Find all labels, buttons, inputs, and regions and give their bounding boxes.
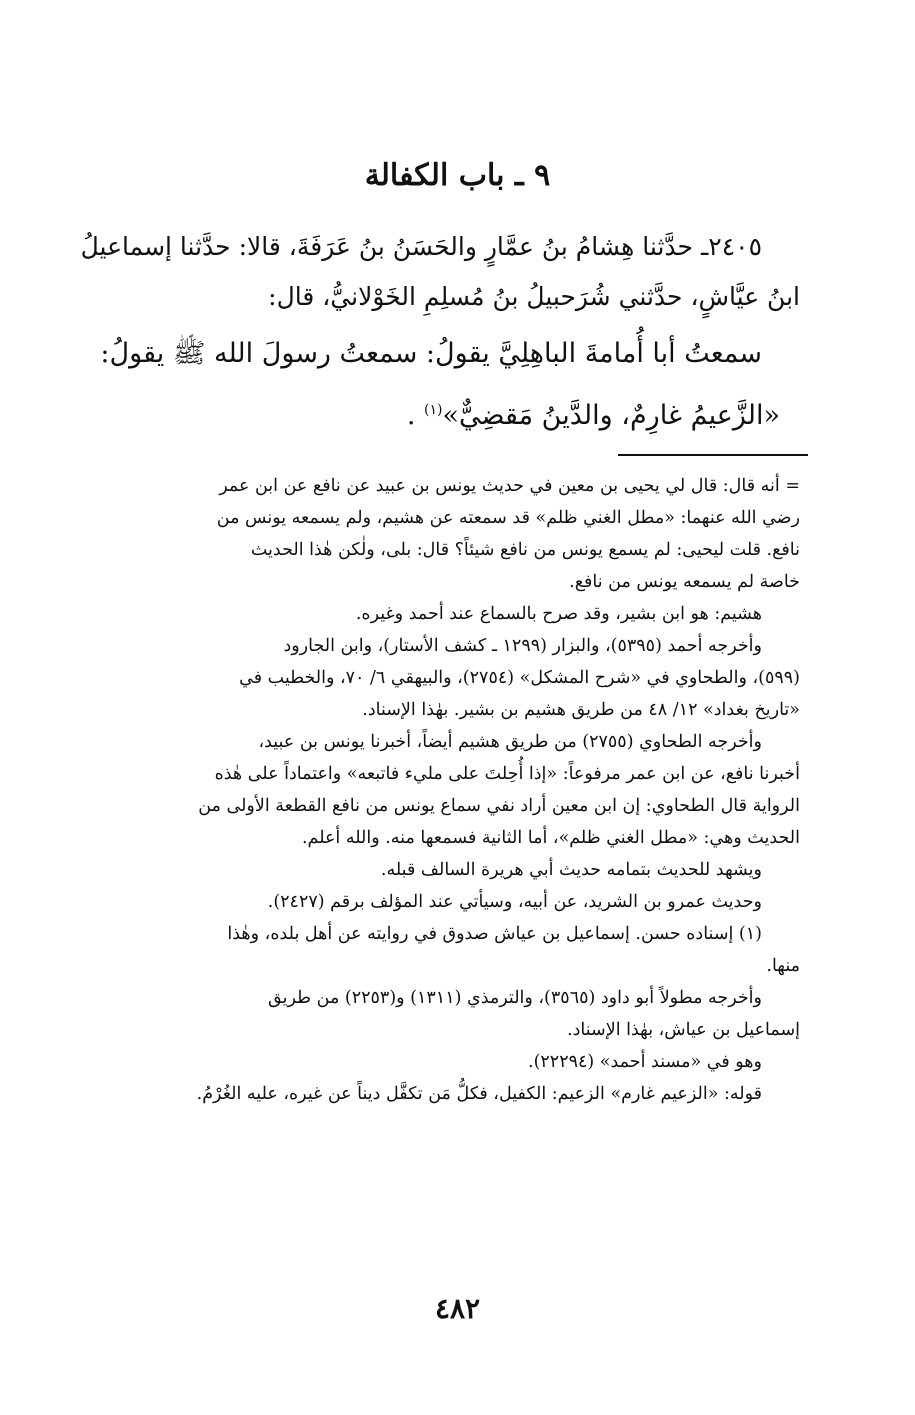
matn-end: . [406, 400, 416, 431]
footnote-1-line: (١) إسناده حسن. إسماعيل بن عياش صدوق في روايته عن أهل بلده، وهٰذا [227, 924, 762, 944]
note-line: وأخرجه الطحاوي (٢٧٥٥) من طريق هشيم أيضاً، أخبرنا يونس بن عبيد، [258, 732, 762, 752]
note-line: أخبرنا نافع، عن ابن عمر مرفوعاً: «إذا أُحِلتَ على مليء فاتبعه» واعتماداً على هٰذه [214, 764, 800, 784]
note-line: وأخرجه أحمد (٥٣٩٥)، والبزار (١٢٩٩ ـ كشف الأستار)، وابن الجارود [283, 636, 762, 656]
isnad-line-2: ابنُ عيَّاشٍ، حدَّثني شُرَحبيلُ بنُ مُسلِمِ الخَوْلانيُّ، قال: [268, 282, 800, 311]
note-line: وهو في «مسند أحمد» (٢٢٢٩٤). [528, 1052, 762, 1072]
note-line: الرواية قال الطحاوي: إن ابن معين أراد نفي سماع يونس من نافع القطعة الأولى من [198, 796, 800, 816]
matn-quote: «الزَّعيمُ غارِمٌ، والدَّينُ مَقضِيٌّ» [442, 400, 780, 431]
note-line: خاصة لم يسمعه يونس من نافع. [569, 572, 800, 592]
note-line: (٥٩٩)، والطحاوي في «شرح المشكل» (٢٧٥٤)، والبيهقي ٦/ ٧٠، والخطيب في [239, 668, 800, 688]
matn-line-1: سمعتُ أبا أُمامةَ الباهِلِيَّ يقولُ: سمعتُ رسولَ الله ﷺ يقولُ: [100, 338, 762, 369]
footnotes [78, 470, 800, 1110]
note-line: هشيم: هو ابن بشير، وقد صرح بالسماع عند أحمد وغيره. [355, 604, 762, 624]
note-line: قوله: «الزعيم غارم» الزعيم: الكفيل، فكلُّ مَن تكفَّل ديناً عن غيره، عليه الغُرْمُ. [196, 1084, 762, 1104]
note-line: إسماعيل بن عياش، بهٰذا الإسناد. [567, 1020, 800, 1040]
note-line: «تاريخ بغداد» ١٢/ ٤٨ من طريق هشيم بن بشير. بهٰذا الإسناد. [362, 700, 800, 720]
note-line: الحديث وهي: «مطل الغني ظلم»، أما الثانية فسمعها منه. والله أعلم. [301, 828, 800, 848]
footnote-marker[interactable]: (١) [424, 402, 443, 418]
page-number: ٤٨٢ [434, 1292, 481, 1325]
isnad-line-1: ٢٤٠٥ـ حدَّثنا هِشامُ بنُ عمَّارٍ والحَسَنُ بنُ عَرَفَةَ، قالا: حدَّثنا إسماعيلُ [80, 232, 762, 261]
note-line: وأخرجه مطولاً أبو داود (٣٥٦٥)، والترمذي (١٣١١) و(٢٢٥٣) من طريق [268, 988, 762, 1008]
footnote-divider [618, 454, 808, 456]
note-line: نافع. قلت ليحيى: لم يسمع يونس من نافع شيئاً؟ قال: بلى، ولٰكن هٰذا الحديث [250, 540, 800, 560]
note-line: وحديث عمرو بن الشريد، عن أبيه، وسيأتي عند المؤلف برقم (٢٤٢٧). [267, 892, 762, 912]
hadith-matn [78, 326, 800, 444]
note-line: ويشهد للحديث بتمامه حديث أبي هريرة السالف قبله. [380, 860, 762, 880]
note-line: = أنه قال: قال لي يحيى بن معين في حديث يونس بن عبيد عن نافع عن ابن عمر [219, 476, 800, 496]
chapter-heading: ٩ ـ باب الكفالة [364, 158, 551, 193]
hadith-isnad [78, 222, 800, 322]
note-line: منها. [766, 956, 800, 976]
matn-line-2 [78, 382, 800, 444]
note-line: رضي الله عنهما: «مطل الغني ظلم» قد سمعته عن هشيم، ولم يسمعه يونس من [216, 508, 800, 528]
